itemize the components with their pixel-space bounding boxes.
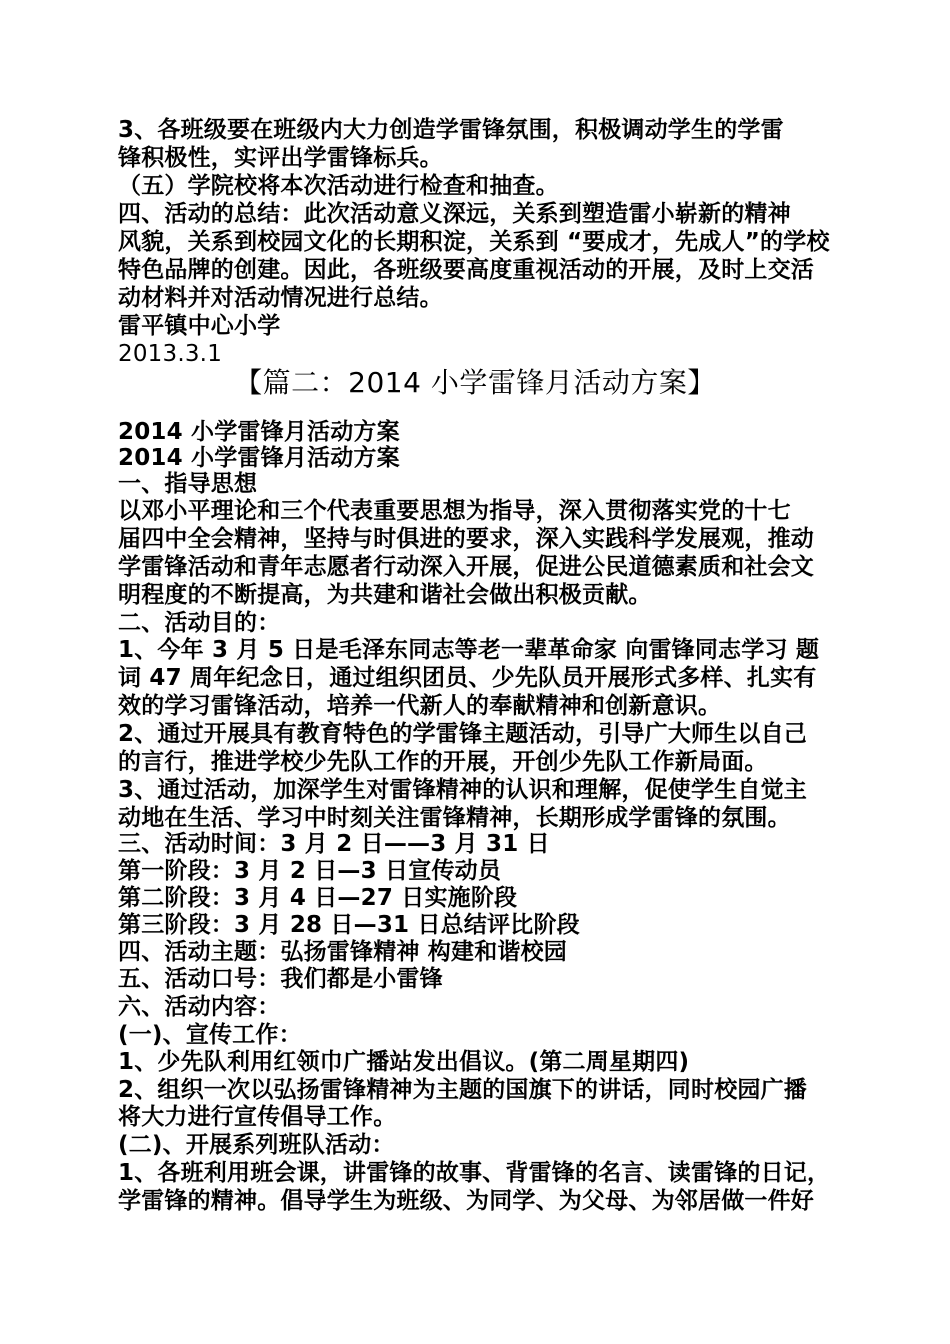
text-line: (二)、开展系列班队活动：	[118, 1132, 395, 1158]
text-line: 三、活动时间：3 月 2 日——3 月 31 日	[118, 831, 550, 857]
text-line: 动材料并对活动情况进行总结。	[118, 285, 443, 311]
text-line: 特色品牌的创建。因此，各班级要高度重视活动的开展，及时上交活	[118, 257, 814, 283]
text-line: 效的学习雷锋活动，培养一代新人的奉献精神和创新意识。	[118, 693, 722, 719]
text-line: 2014 小学雷锋月活动方案	[118, 419, 400, 445]
text-line: 一、指导思想	[118, 471, 258, 497]
text-line: 学雷锋活动和青年志愿者行动深入开展，促进公民道德素质和社会文	[118, 554, 814, 580]
text-line: （五）学院校将本次活动进行检查和抽查。	[118, 173, 559, 199]
text-line: 1、今年 3 月 5 日是毛泽东同志等老一辈革命家 向雷锋同志学习 题	[118, 637, 820, 663]
text-line: 届四中全会精神，坚持与时俱进的要求，深入实践科学发展观，推动	[118, 526, 814, 552]
text-line: 以邓小平理论和三个代表重要思想为指导，深入贯彻落实党的十七	[118, 498, 791, 524]
text-line: 动地在生活、学习中时刻关注雷锋精神，长期形成学雷锋的氛围。	[118, 805, 791, 831]
text-line: 风貌，关系到校园文化的长期积淀，关系到 “要成才，先成人”的学校	[118, 229, 830, 255]
section-heading: 【篇二：2014 小学雷锋月活动方案】	[234, 366, 716, 399]
text-line: 四、活动主题：弘扬雷锋精神 构建和谐校园	[118, 939, 568, 965]
text-line: (一)、宣传工作：	[118, 1022, 302, 1048]
text-line: 六、活动内容：	[118, 994, 281, 1020]
text-line: 2、通过开展具有教育特色的学雷锋主题活动，引导广大师生以自己	[118, 721, 808, 747]
text-line: 3、通过活动，加深学生对雷锋精神的认识和理解，促使学生自觉主	[118, 777, 808, 803]
text-line: 的言行，推进学校少先队工作的开展，开创少先队工作新局面。	[118, 749, 768, 775]
text-line: 明程度的不断提高，为共建和谐社会做出积极贡献。	[118, 582, 652, 608]
signature-line: 雷平镇中心小学	[118, 313, 281, 339]
text-line: 1、各班利用班会课，讲雷锋的故事、背雷锋的名言、读雷锋的日记，	[118, 1160, 831, 1186]
text-line: 锋积极性，实评出学雷锋标兵。	[118, 145, 443, 171]
text-line: 词 47 周年纪念日，通过组织团员、少先队员开展形式多样、扎实有	[118, 665, 817, 691]
text-line: 1、少先队利用红领巾广播站发出倡议。(第二周星期四)	[118, 1049, 690, 1075]
text-line: 二、活动目的：	[118, 610, 281, 636]
text-line: 第二阶段：3 月 4 日—27 日实施阶段	[118, 885, 518, 911]
text-line: 2、组织一次以弘扬雷锋精神为主题的国旗下的讲话，同时校园广播	[118, 1077, 808, 1103]
text-line: 四、活动的总结：此次活动意义深远，关系到塑造雷小崭新的精神	[118, 201, 791, 227]
text-line: 2014 小学雷锋月活动方案	[118, 445, 400, 471]
text-line: 3、各班级要在班级内大力创造学雷锋氛围，积极调动学生的学雷	[118, 117, 784, 143]
date-line: 2013.3.1	[118, 341, 223, 367]
text-line: 将大力进行宣传倡导工作。	[118, 1104, 397, 1130]
text-line: 五、活动口号：我们都是小雷锋	[118, 966, 443, 992]
text-line: 学雷锋的精神。倡导学生为班级、为同学、为父母、为邻居做一件好	[118, 1188, 814, 1214]
text-line: 第三阶段：3 月 28 日—31 日总结评比阶段	[118, 912, 580, 938]
text-line: 第一阶段：3 月 2 日—3 日宣传动员	[118, 858, 502, 884]
